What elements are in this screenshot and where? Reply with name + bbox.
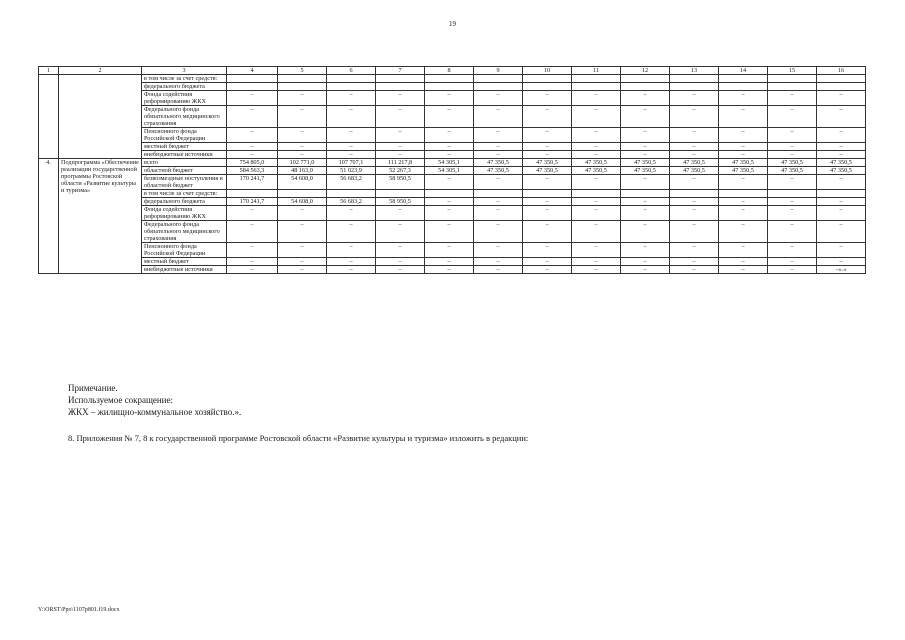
footer-file-path: Y:\ORST\Ppo\1107p801.f19.docx <box>38 607 120 613</box>
value-cell: – <box>425 175 474 190</box>
value-cell <box>327 190 376 198</box>
value-cell <box>425 190 474 198</box>
value-cell: 111 217,8 <box>376 159 425 167</box>
funding-source: внебюджетные источники <box>142 151 227 159</box>
value-cell: – <box>376 266 425 274</box>
table-row <box>39 106 866 128</box>
value-cell: – <box>227 266 278 274</box>
value-cell: – <box>327 258 376 266</box>
funding-source: безвозмездные поступления в областной бюджет <box>142 175 227 190</box>
value-cell: – <box>572 198 621 206</box>
value-cell: – <box>719 206 768 221</box>
value-cell: – <box>768 91 817 106</box>
value-cell: – <box>523 128 572 143</box>
value-cell: – <box>719 91 768 106</box>
value-cell <box>817 190 866 198</box>
funding-source: областной бюджет <box>142 167 227 175</box>
value-cell <box>572 75 621 83</box>
value-cell <box>621 83 670 91</box>
value-cell: – <box>768 106 817 128</box>
value-cell: – <box>327 91 376 106</box>
funding-source: местный бюджет <box>142 143 227 151</box>
value-cell: – <box>523 91 572 106</box>
value-cell: – <box>572 91 621 106</box>
item-8-paragraph: 8. Приложения № 7, 8 к государственной программе Ростовской области «Развитие культуры и туризма» изложить в редакции: <box>68 433 529 443</box>
value-cell: – <box>817 243 866 258</box>
value-cell: – <box>817 128 866 143</box>
value-cell: 47 350,5 <box>768 167 817 175</box>
value-cell: – <box>621 206 670 221</box>
value-cell <box>768 83 817 91</box>
value-cell: – <box>621 221 670 243</box>
index-cell: 4. <box>39 159 59 274</box>
value-cell <box>474 83 523 91</box>
funding-source: внебюджетные источники <box>142 266 227 274</box>
value-cell: – <box>278 143 327 151</box>
value-cell: – <box>768 175 817 190</box>
value-cell <box>817 75 866 83</box>
value-cell: – <box>719 151 768 159</box>
value-cell: 47 350,5 <box>817 167 866 175</box>
value-cell: – <box>474 175 523 190</box>
column-header: 16 <box>817 67 866 75</box>
table-row <box>39 243 866 258</box>
value-cell: – <box>278 151 327 159</box>
value-cell: – <box>523 221 572 243</box>
value-cell <box>621 190 670 198</box>
value-cell: – <box>425 266 474 274</box>
table-row <box>39 159 866 167</box>
value-cell: – <box>719 266 768 274</box>
value-cell: – <box>768 198 817 206</box>
column-header: 11 <box>572 67 621 75</box>
value-cell: – <box>572 151 621 159</box>
value-cell: – <box>670 258 719 266</box>
value-cell: 47 350,5 <box>719 167 768 175</box>
column-header: 13 <box>670 67 719 75</box>
value-cell: – <box>278 206 327 221</box>
value-cell: – <box>278 266 327 274</box>
value-cell: – <box>621 151 670 159</box>
value-cell: – <box>817 91 866 106</box>
value-cell: – <box>227 221 278 243</box>
value-cell: – <box>376 151 425 159</box>
value-cell: – <box>474 106 523 128</box>
value-cell: 54 608,0 <box>278 175 327 190</box>
value-cell <box>768 190 817 198</box>
value-cell: – <box>621 198 670 206</box>
value-cell <box>523 75 572 83</box>
value-cell: – <box>719 243 768 258</box>
value-cell: – <box>523 151 572 159</box>
value-cell <box>376 83 425 91</box>
table-row <box>39 206 866 221</box>
value-cell <box>278 83 327 91</box>
value-cell: – <box>719 198 768 206</box>
value-cell: 54 305,1 <box>425 159 474 167</box>
funding-source: местный бюджет <box>142 258 227 266</box>
table-row <box>39 128 866 143</box>
value-cell: 56 683,2 <box>327 198 376 206</box>
value-cell: – <box>817 206 866 221</box>
value-cell: – <box>278 128 327 143</box>
value-cell <box>227 83 278 91</box>
value-cell: – <box>768 221 817 243</box>
table-row <box>39 91 866 106</box>
value-cell: – <box>474 266 523 274</box>
value-cell: – <box>474 258 523 266</box>
funding-source: федерального бюджета <box>142 83 227 91</box>
page-number: 19 <box>449 20 456 28</box>
value-cell: 54 305,1 <box>425 167 474 175</box>
column-header: 8 <box>425 67 474 75</box>
value-cell <box>621 75 670 83</box>
value-cell: – <box>376 91 425 106</box>
value-cell: 47 350,5 <box>474 159 523 167</box>
value-cell: – <box>523 258 572 266</box>
value-cell: – <box>376 206 425 221</box>
funding-source: Пенсионного фонда Российской Федерации <box>142 243 227 258</box>
column-header: 14 <box>719 67 768 75</box>
value-cell: – <box>227 106 278 128</box>
funding-source: в том числе за счет средств: <box>142 75 227 83</box>
column-header: 9 <box>474 67 523 75</box>
value-cell: – <box>768 151 817 159</box>
value-cell <box>670 75 719 83</box>
value-cell: – <box>817 258 866 266</box>
table-row <box>39 190 866 198</box>
value-cell: – <box>768 206 817 221</box>
value-cell: – <box>621 128 670 143</box>
value-cell: – <box>572 143 621 151</box>
value-cell <box>719 75 768 83</box>
value-cell: – <box>572 128 621 143</box>
value-cell: – <box>227 91 278 106</box>
value-cell: – <box>523 106 572 128</box>
value-cell: – <box>474 206 523 221</box>
value-cell: – <box>227 151 278 159</box>
value-cell: – <box>719 128 768 143</box>
value-cell <box>474 75 523 83</box>
value-cell: 58 950,5 <box>376 198 425 206</box>
column-header: 10 <box>523 67 572 75</box>
value-cell: – <box>474 128 523 143</box>
value-cell: – <box>768 243 817 258</box>
table-row <box>39 221 866 243</box>
value-cell: – <box>425 221 474 243</box>
value-cell: – <box>327 143 376 151</box>
value-cell: – <box>572 175 621 190</box>
value-cell: – <box>425 198 474 206</box>
column-header: 4 <box>227 67 278 75</box>
value-cell: – <box>523 198 572 206</box>
value-cell <box>376 190 425 198</box>
value-cell: 47 350,5 <box>621 167 670 175</box>
value-cell: – <box>817 143 866 151</box>
abbreviation-title: Используемое сокращение: <box>68 395 173 405</box>
value-cell: 107 707,1 <box>327 159 376 167</box>
value-cell: – <box>425 243 474 258</box>
funding-source: Фонда содействия реформированию ЖКХ <box>142 91 227 106</box>
value-cell <box>474 190 523 198</box>
value-cell: 52 267,3 <box>376 167 425 175</box>
value-cell: – <box>227 128 278 143</box>
budget-table <box>38 66 866 274</box>
value-cell: – <box>572 206 621 221</box>
value-cell: – <box>621 106 670 128</box>
value-cell: – <box>817 106 866 128</box>
value-cell: – <box>425 258 474 266</box>
value-cell: – <box>227 143 278 151</box>
value-cell: – <box>719 106 768 128</box>
value-cell: – <box>227 258 278 266</box>
value-cell: – <box>278 106 327 128</box>
value-cell: – <box>523 243 572 258</box>
value-cell <box>670 190 719 198</box>
table-row <box>39 143 866 151</box>
value-cell: – <box>719 143 768 151</box>
value-cell: – <box>572 243 621 258</box>
value-cell <box>227 75 278 83</box>
value-cell: – <box>327 128 376 143</box>
value-cell: – <box>670 91 719 106</box>
value-cell: – <box>621 91 670 106</box>
value-cell: – <box>327 266 376 274</box>
funding-source: Пенсионного фонда Российской Федерации <box>142 128 227 143</box>
funding-source: Фонда содействия реформированию ЖКХ <box>142 206 227 221</box>
value-cell: 48 163,0 <box>278 167 327 175</box>
value-cell: – <box>523 175 572 190</box>
value-cell: – <box>670 106 719 128</box>
value-cell <box>227 190 278 198</box>
column-header: 2 <box>59 67 142 75</box>
table-row <box>39 75 866 83</box>
value-cell <box>523 190 572 198</box>
value-cell: 47 350,5 <box>670 159 719 167</box>
value-cell: 170 241,7 <box>227 175 278 190</box>
value-cell: – <box>474 91 523 106</box>
value-cell: – <box>572 266 621 274</box>
value-cell: 58 950,5 <box>376 175 425 190</box>
value-cell: – <box>376 243 425 258</box>
funding-source: Федерального фонда обязательного медицинского страхования <box>142 106 227 128</box>
value-cell: – <box>817 175 866 190</box>
value-cell: – <box>227 206 278 221</box>
value-cell: –».» <box>817 266 866 274</box>
value-cell: 51 023,9 <box>327 167 376 175</box>
table-row <box>39 258 866 266</box>
table-header-row <box>39 67 866 75</box>
column-header: 15 <box>768 67 817 75</box>
value-cell <box>523 83 572 91</box>
value-cell: – <box>670 221 719 243</box>
notes <box>68 382 241 418</box>
value-cell <box>327 83 376 91</box>
value-cell: – <box>376 258 425 266</box>
value-cell: – <box>719 175 768 190</box>
value-cell: 47 350,5 <box>621 159 670 167</box>
value-cell: – <box>572 258 621 266</box>
value-cell: – <box>278 258 327 266</box>
value-cell: – <box>523 266 572 274</box>
value-cell: – <box>768 128 817 143</box>
value-cell <box>327 75 376 83</box>
value-cell <box>425 83 474 91</box>
value-cell: – <box>474 198 523 206</box>
value-cell <box>719 83 768 91</box>
value-cell: – <box>327 221 376 243</box>
column-header: 3 <box>142 67 227 75</box>
value-cell: – <box>523 143 572 151</box>
value-cell: – <box>670 198 719 206</box>
value-cell: – <box>670 151 719 159</box>
value-cell: – <box>768 143 817 151</box>
value-cell: – <box>425 206 474 221</box>
funding-source: Федерального фонда обязательного медицинского страхования <box>142 221 227 243</box>
value-cell: 47 350,5 <box>523 167 572 175</box>
value-cell: – <box>670 266 719 274</box>
value-cell <box>719 190 768 198</box>
value-cell: – <box>621 143 670 151</box>
abbreviation-line: ЖКХ – жилищно-коммунальное хозяйство.». <box>68 407 242 417</box>
value-cell: 102 771,0 <box>278 159 327 167</box>
value-cell: – <box>425 106 474 128</box>
column-header: 5 <box>278 67 327 75</box>
value-cell: – <box>278 221 327 243</box>
value-cell <box>278 190 327 198</box>
funding-source: всего <box>142 159 227 167</box>
value-cell: – <box>474 151 523 159</box>
column-header: 1 <box>39 67 59 75</box>
value-cell <box>817 83 866 91</box>
value-cell: 47 350,5 <box>474 167 523 175</box>
value-cell: – <box>327 106 376 128</box>
value-cell: 47 350,5 <box>572 159 621 167</box>
table-row <box>39 83 866 91</box>
value-cell: 47 350,5 <box>768 159 817 167</box>
value-cell: – <box>817 221 866 243</box>
value-cell: – <box>425 128 474 143</box>
value-cell: – <box>474 221 523 243</box>
value-cell: 47 350,5 <box>817 159 866 167</box>
table-row <box>39 266 866 274</box>
value-cell: – <box>278 243 327 258</box>
table-row <box>39 175 866 190</box>
value-cell: – <box>621 175 670 190</box>
value-cell: – <box>376 106 425 128</box>
value-cell: – <box>768 258 817 266</box>
value-cell: – <box>621 258 670 266</box>
column-header: 12 <box>621 67 670 75</box>
value-cell: 170 241,7 <box>227 198 278 206</box>
value-cell: – <box>817 151 866 159</box>
value-cell <box>278 75 327 83</box>
value-cell: 56 683,2 <box>327 175 376 190</box>
value-cell: – <box>425 151 474 159</box>
value-cell: – <box>227 243 278 258</box>
value-cell: 754 805,0 <box>227 159 278 167</box>
table-row <box>39 151 866 159</box>
value-cell: – <box>719 221 768 243</box>
value-cell: – <box>376 143 425 151</box>
value-cell <box>670 83 719 91</box>
value-cell: – <box>621 243 670 258</box>
value-cell: – <box>376 128 425 143</box>
value-cell: – <box>523 206 572 221</box>
value-cell <box>572 83 621 91</box>
value-cell: – <box>670 128 719 143</box>
value-cell: 54 608,0 <box>278 198 327 206</box>
value-cell: – <box>670 175 719 190</box>
index-cell <box>39 75 59 159</box>
value-cell: – <box>572 106 621 128</box>
program-name-cell: Подпрограмма «Обеспечение реализации государственной программы Ростовской области «Развитие культуры и туризма» <box>59 159 142 274</box>
value-cell: – <box>327 151 376 159</box>
value-cell: – <box>376 221 425 243</box>
value-cell: – <box>817 198 866 206</box>
program-name-cell <box>59 75 142 159</box>
value-cell: – <box>719 258 768 266</box>
value-cell: – <box>768 266 817 274</box>
value-cell: – <box>670 243 719 258</box>
value-cell: – <box>670 143 719 151</box>
value-cell <box>425 75 474 83</box>
value-cell: – <box>621 266 670 274</box>
value-cell: 47 350,5 <box>572 167 621 175</box>
funding-source: в том числе за счет средств: <box>142 190 227 198</box>
table-row <box>39 167 866 175</box>
value-cell <box>572 190 621 198</box>
value-cell: – <box>474 243 523 258</box>
table-row <box>39 198 866 206</box>
value-cell: – <box>425 143 474 151</box>
value-cell: – <box>572 221 621 243</box>
note-title: Примечание. <box>68 383 118 393</box>
value-cell: 47 350,5 <box>670 167 719 175</box>
funding-source: федерального бюджета <box>142 198 227 206</box>
value-cell: – <box>670 206 719 221</box>
value-cell: 47 350,5 <box>719 159 768 167</box>
value-cell: – <box>327 243 376 258</box>
value-cell: 47 350,5 <box>523 159 572 167</box>
column-header: 6 <box>327 67 376 75</box>
value-cell: – <box>474 143 523 151</box>
value-cell <box>768 75 817 83</box>
value-cell <box>376 75 425 83</box>
value-cell: 584 563,3 <box>227 167 278 175</box>
value-cell: – <box>327 206 376 221</box>
column-header: 7 <box>376 67 425 75</box>
value-cell: – <box>425 91 474 106</box>
value-cell: – <box>278 91 327 106</box>
